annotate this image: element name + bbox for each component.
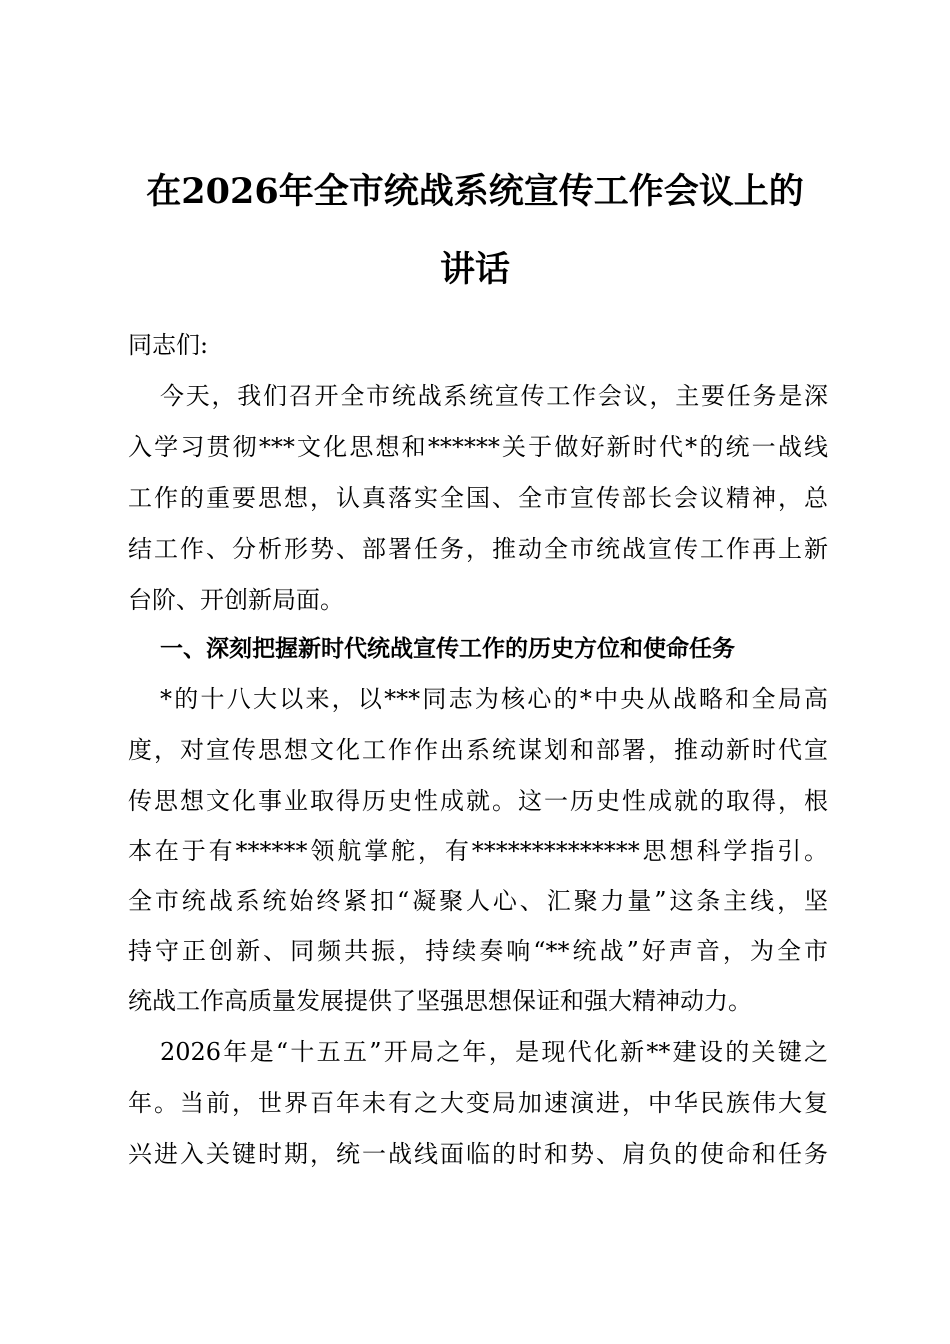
paragraph-2-line-4: 本在于有******领航掌舵，有**************思想科学指引。 [128, 837, 828, 865]
paragraph-1-line-5: 台阶、开创新局面。 [128, 586, 344, 614]
document-title-line-1: 在2026年全市统战系统宣传工作会议上的 [146, 171, 804, 212]
paragraph-1-line-1: 今天，我们召开全市统战系统宣传工作会议，主要任务是深 [160, 382, 828, 410]
document-title-line-2: 讲话 [439, 249, 510, 290]
paragraph-1-line-4: 结工作、分析形势、部署任务，推动全市统战宣传工作再上新 [128, 535, 828, 563]
paragraph-2-line-2: 度，对宣传思想文化工作作出系统谋划和部署，推动新时代宣 [128, 736, 828, 764]
paragraph-2-line-1: *的十八大以来，以***同志为核心的*中央从战略和全局高 [160, 685, 828, 713]
paragraph-1-line-3: 工作的重要思想，认真落实全国、全市宣传部长会议精神，总 [128, 484, 828, 512]
paragraph-2-line-5: 全市统战系统始终紧扣“凝聚人心、汇聚力量”这条主线，坚 [128, 887, 828, 915]
paragraph-3-line-2: 年。当前，世界百年未有之大变局加速演进，中华民族伟大复 [128, 1089, 828, 1117]
paragraph-2-line-6: 持守正创新、同频共振，持续奏响“**统战”好声音，为全市 [128, 937, 828, 965]
paragraph-1-line-2: 入学习贯彻***文化思想和******关于做好新时代*的统一战线 [128, 433, 828, 461]
paragraph-2-line-7: 统战工作高质量发展提供了坚强思想保证和强大精神动力。 [128, 987, 752, 1015]
paragraph-3-line-3: 兴进入关键时期，统一战线面临的时和势、肩负的使命和任务 [128, 1140, 828, 1168]
salutation: 同志们: [128, 331, 209, 359]
paragraph-2-line-3: 传思想文化事业取得历史性成就。这一历史性成就的取得，根 [128, 787, 828, 815]
paragraph-3-line-1: 2026年是“十五五”开局之年，是现代化新**建设的关键之 [160, 1038, 828, 1066]
section-heading: 一、深刻把握新时代统战宣传工作的历史方位和使命任务 [160, 636, 735, 662]
